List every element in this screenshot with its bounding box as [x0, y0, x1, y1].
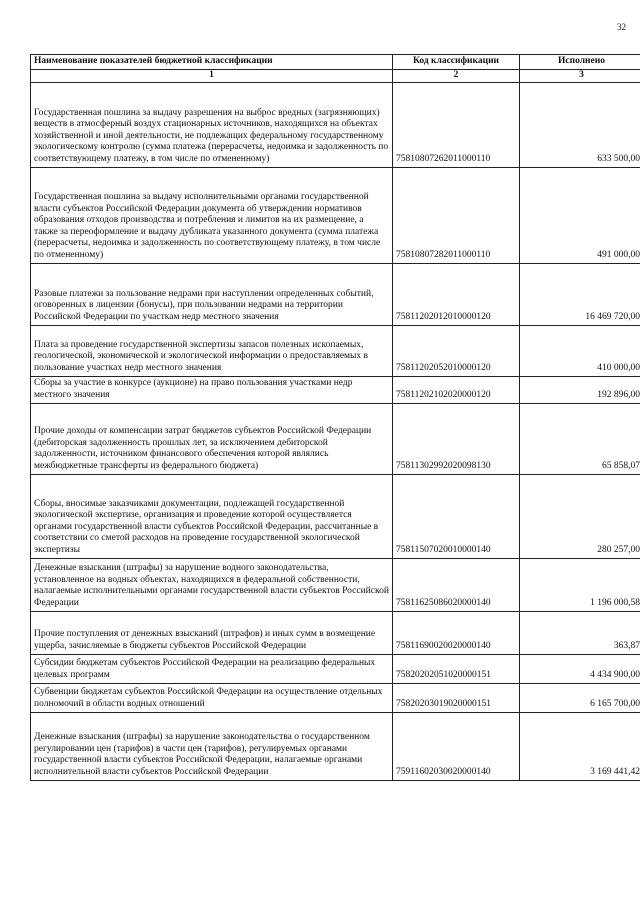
column-number: 3 — [520, 69, 640, 82]
row-name: Сборы за участие в конкурсе (аукционе) на право пользования участками недр местного значения — [31, 376, 393, 403]
row-code: 75811690020020000140 — [393, 611, 520, 654]
row-executed: 192 896,00 — [520, 376, 640, 403]
column-number: 1 — [31, 69, 393, 82]
table-row — [31, 558, 640, 611]
row-name: Прочие поступления от денежных взысканий (штрафов) и иных сумм в возмещение ущерба, зачисляемые в бюджеты субъектов Российской Федерации — [31, 611, 393, 654]
table-row — [31, 611, 640, 654]
row-name: Денежные взыскания (штрафы) за нарушение законодательства о государственном регулировании цен (тарифов) в части цен (тарифов), регулируемых органами государственной власти субъектов Российской Федерации, налагаемые органами исполнительной власти субъектов Российской Федерации — [31, 712, 393, 780]
row-code: 75820203019020000151 — [393, 683, 520, 712]
header-code: Код классификации — [393, 55, 520, 70]
table-row — [31, 403, 640, 474]
row-name: Субсидии бюджетам субъектов Российской Федерации на реализацию федеральных целевых программ — [31, 654, 393, 683]
table-row — [31, 712, 640, 780]
row-name: Денежные взыскания (штрафы) за нарушение водного законодательства, установленное на водных объектах, находящихся в федеральной собственности, налагаемые исполнительными органами государственной власти субъектов Российской Федерации — [31, 558, 393, 611]
row-name: Субвенции бюджетам субъектов Российской Федерации на осуществление отдельных полномочий в области водных отношений — [31, 683, 393, 712]
row-name: Государственная пошлина за выдачу исполнительными органами государственной власти субъектов Российской Федерации документа об утверждении нормативов образования отходов производства и потребления и лимитов на их размещение, а также за переоформление и выдачу дубликата указанного документа (сумма платежа (перерасчеты, недоимка и задолженность по соответствующему платежу, в том числе по отмененному) — [31, 167, 393, 263]
row-executed: 6 165 700,00 — [520, 683, 640, 712]
row-executed: 491 000,00 — [520, 167, 640, 263]
row-code: 75811202012010000120 — [393, 263, 520, 325]
row-executed: 3 169 441,42 — [520, 712, 640, 780]
table-row — [31, 654, 640, 683]
row-code: 75810807282011000110 — [393, 167, 520, 263]
row-name: Государственная пошлина за выдачу разрешения на выброс вредных (загрязняющих) веществ в атмосферный воздух стационарных источников, находящихся на объектах хозяйственной и иной деятельности, не подлежащих федеральному государственному экологическому контролю (сумма платежа (перерасчеты, недоимка и задолженность по соответствующему платежу, в том числе по отмененному) — [31, 82, 393, 167]
row-name: Прочие доходы от компенсации затрат бюджетов субъектов Российской Федерации (дебиторская задолженность прошлых лет, за исключением дебиторской задолженности, источником финансового обеспечения которой являлись межбюджетные трансферты из федерального бюджета) — [31, 403, 393, 474]
table-row — [31, 325, 640, 376]
column-number: 2 — [393, 69, 520, 82]
table-row — [31, 263, 640, 325]
column-number-row — [31, 69, 640, 82]
row-executed: 65 858,07 — [520, 403, 640, 474]
row-executed: 280 257,00 — [520, 474, 640, 558]
header-executed: Исполнено — [520, 55, 640, 70]
page-number: 32 — [617, 22, 626, 32]
row-code: 75811625086020000140 — [393, 558, 520, 611]
table-row — [31, 82, 640, 167]
table-row — [31, 474, 640, 558]
header-name: Наименование показателей бюджетной классификации — [31, 55, 393, 70]
row-executed: 1 196 000,58 — [520, 558, 640, 611]
row-code: 75820202051020000151 — [393, 654, 520, 683]
table-header-row — [31, 55, 640, 70]
row-code: 75811202052010000120 — [393, 325, 520, 376]
table-row — [31, 167, 640, 263]
table-row — [31, 376, 640, 403]
row-code: 75811302992020098130 — [393, 403, 520, 474]
row-executed: 16 469 720,00 — [520, 263, 640, 325]
row-name: Сборы, вносимые заказчиками документации, подлежащей государственной экологической экспертизе, организация и проведение которой осуществляется органами государственной власти субъектов Российской Федерации, рассчитанные в соответствии со сметой расходов на проведение государственной экологической экспертизы — [31, 474, 393, 558]
row-executed: 410 000,00 — [520, 325, 640, 376]
row-executed: 633 500,00 — [520, 82, 640, 167]
row-code: 75810807262011000110 — [393, 82, 520, 167]
row-code: 75811202102020000120 — [393, 376, 520, 403]
table-row — [31, 683, 640, 712]
row-code: 75811507020010000140 — [393, 474, 520, 558]
row-name: Разовые платежи за пользование недрами при наступлении определенных событий, оговоренных в лицензии (бонусы), при пользовании недрами на территории Российской Федерации по участкам недр местного значения — [31, 263, 393, 325]
budget-classification-table — [30, 54, 640, 781]
row-code: 75911602030020000140 — [393, 712, 520, 780]
row-name: Плата за проведение государственной экспертизы запасов полезных ископаемых, геологической, экономической и экологической информации о предоставляемых в пользование участках недр местного значения — [31, 325, 393, 376]
row-executed: 363,87 — [520, 611, 640, 654]
row-executed: 4 434 900,00 — [520, 654, 640, 683]
